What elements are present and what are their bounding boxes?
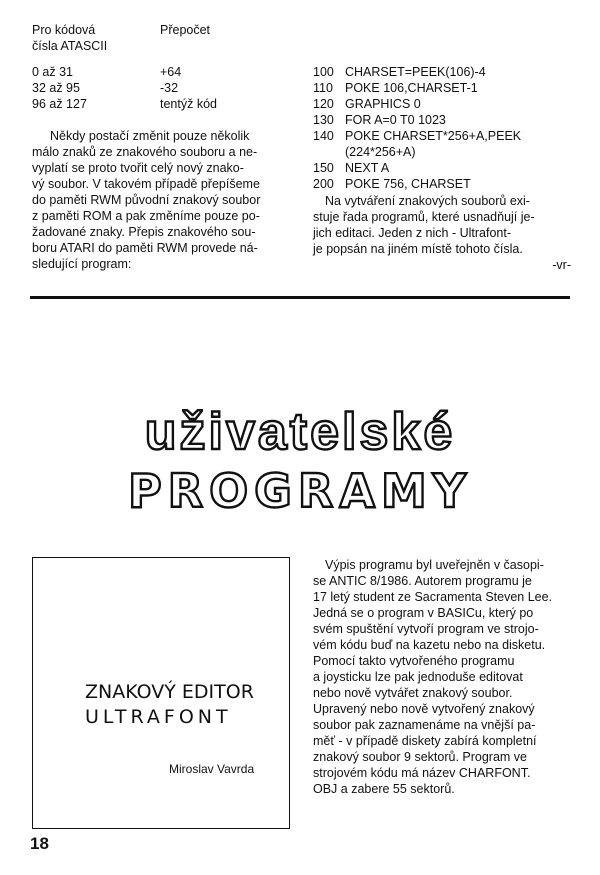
paragraph-line: z paměti ROM a pak změníme pouze po- (32, 209, 260, 223)
paragraph-line: jich editaci. Jeden z nich - Ultrafont- (313, 226, 512, 240)
paragraph-line: nebo nově vytvářet znakový soubor. (313, 686, 513, 700)
line-number: 150 (313, 161, 334, 175)
table-header-col2: Přepočet (160, 23, 211, 37)
paragraph-line: stuje řada programů, které usnadňují je- (313, 210, 535, 224)
paragraph-line: znakový soubor 9 sektorů. Program ve (313, 750, 527, 764)
paragraph-line: se ANTIC 8/1986. Autorem programu je (313, 574, 532, 588)
code-line (313, 144, 573, 160)
section-logo-line1: uživatelské (144, 403, 456, 461)
paragraph-line: Jedná se o program v BASICu, který po (313, 606, 534, 620)
code-text: NEXT A (345, 161, 390, 175)
code-text: CHARSET=PEEK(106)-4 (345, 65, 486, 79)
paragraph-line: a joysticku lze pak jednoduše editovat (313, 670, 523, 684)
table-cell-conversion: +64 (160, 65, 182, 79)
article-author: Miroslav Vavrda (169, 762, 255, 776)
paragraph-line: žadované znaky. Přepis znakového sou- (32, 225, 256, 239)
line-number: 120 (313, 97, 334, 111)
paragraph-line: boru ATARI do paměti RWM provede ná- (32, 241, 258, 255)
paragraph-line: vyplatí se proto tvořit celý nový znako- (32, 161, 244, 175)
paragraph-line: OBJ a zabere 55 sektorů. (313, 782, 455, 796)
code-line (313, 64, 573, 80)
paragraph-line: svém spuštění vytvoří program ve strojo- (313, 622, 539, 636)
paragraph-line: strojovém kódu má název CHARFONT. (313, 766, 531, 780)
code-text: POKE 756, CHARSET (345, 177, 471, 191)
article-title-box (32, 557, 290, 829)
code-line (313, 96, 573, 112)
table-cell-range: 0 až 31 (32, 65, 74, 79)
paragraph-line: měť - v případě diskety zabírá kompletní (313, 734, 537, 748)
paragraph-line: do paměti RWM původní znakový soubor (32, 193, 261, 207)
table-row (32, 80, 272, 96)
paragraph-line: málo znaků ze znakového souboru a ne- (32, 145, 258, 159)
section-logo-line2: PROGRAMY (127, 464, 473, 518)
paragraph-line: soubor pak zaznamenáme na vnější pa- (313, 718, 536, 732)
table-header-col1-line2: čísla ATASCII (32, 39, 108, 53)
code-line (313, 80, 573, 96)
line-number: 140 (313, 129, 334, 143)
paragraph-line: Upravený nebo nově vytvořený znakový (313, 702, 535, 716)
conversion-table (32, 22, 272, 112)
article-subtitle: ULTRAFONT (85, 706, 232, 728)
line-number: 130 (313, 113, 334, 127)
paragraph-line: 17 letý student ze Sacramenta Steven Lee. (313, 590, 553, 604)
paragraph-line: vém kódu buď na kazetu nebo na disketu. (313, 638, 546, 652)
table-cell-range: 32 až 95 (32, 81, 80, 95)
paragraph-line: Pomocí takto vytvořeného programu (313, 654, 515, 668)
table-row (32, 64, 272, 80)
code-line (313, 176, 573, 192)
code-text: POKE CHARSET*256+A,PEEK (345, 129, 522, 143)
code-text: GRAPHICS 0 (345, 97, 421, 111)
article-text (313, 557, 573, 797)
paragraph-line: Na vytváření znakových souborů exi- (325, 194, 530, 208)
paragraph-line: Výpis programu byl uveřejněn v časopi- (325, 558, 544, 572)
signature: -vr- (552, 258, 571, 272)
page-number: 18 (30, 834, 49, 853)
line-number: 200 (313, 177, 334, 191)
line-number: 100 (313, 65, 334, 79)
table-row (32, 96, 272, 112)
line-number (313, 144, 345, 160)
line-number: 110 (313, 81, 333, 95)
table-cell-conversion: -32 (160, 81, 179, 95)
code-line (313, 112, 573, 128)
table-cell-range: 96 až 127 (32, 97, 87, 111)
paragraph-line: je popsán na jiném místě tohoto čísla. (313, 242, 523, 256)
right-paragraph (313, 193, 571, 273)
table-header-col1-line1: Pro kódová (32, 23, 96, 37)
table-cell-conversion: tentýž kód (160, 97, 217, 111)
section-logo (0, 402, 600, 518)
article-title: ZNAKOVÝ EDITOR (85, 681, 254, 703)
paragraph-line: Někdy postačí změnit pouze několik (50, 129, 250, 143)
code-text: (224*256+A) (345, 145, 416, 159)
code-listing (313, 64, 573, 192)
code-line (313, 160, 573, 176)
left-paragraph (32, 128, 290, 272)
table-header-row (32, 22, 272, 54)
paragraph-line: vý soubor. V takovém případě přepíšeme (32, 177, 260, 191)
paragraph-line: sledující program: (32, 257, 132, 271)
code-line (313, 128, 573, 144)
section-divider (30, 296, 570, 299)
code-text: FOR A=0 T0 1023 (345, 113, 446, 127)
code-text: POKE 106,CHARSET-1 (345, 81, 478, 95)
